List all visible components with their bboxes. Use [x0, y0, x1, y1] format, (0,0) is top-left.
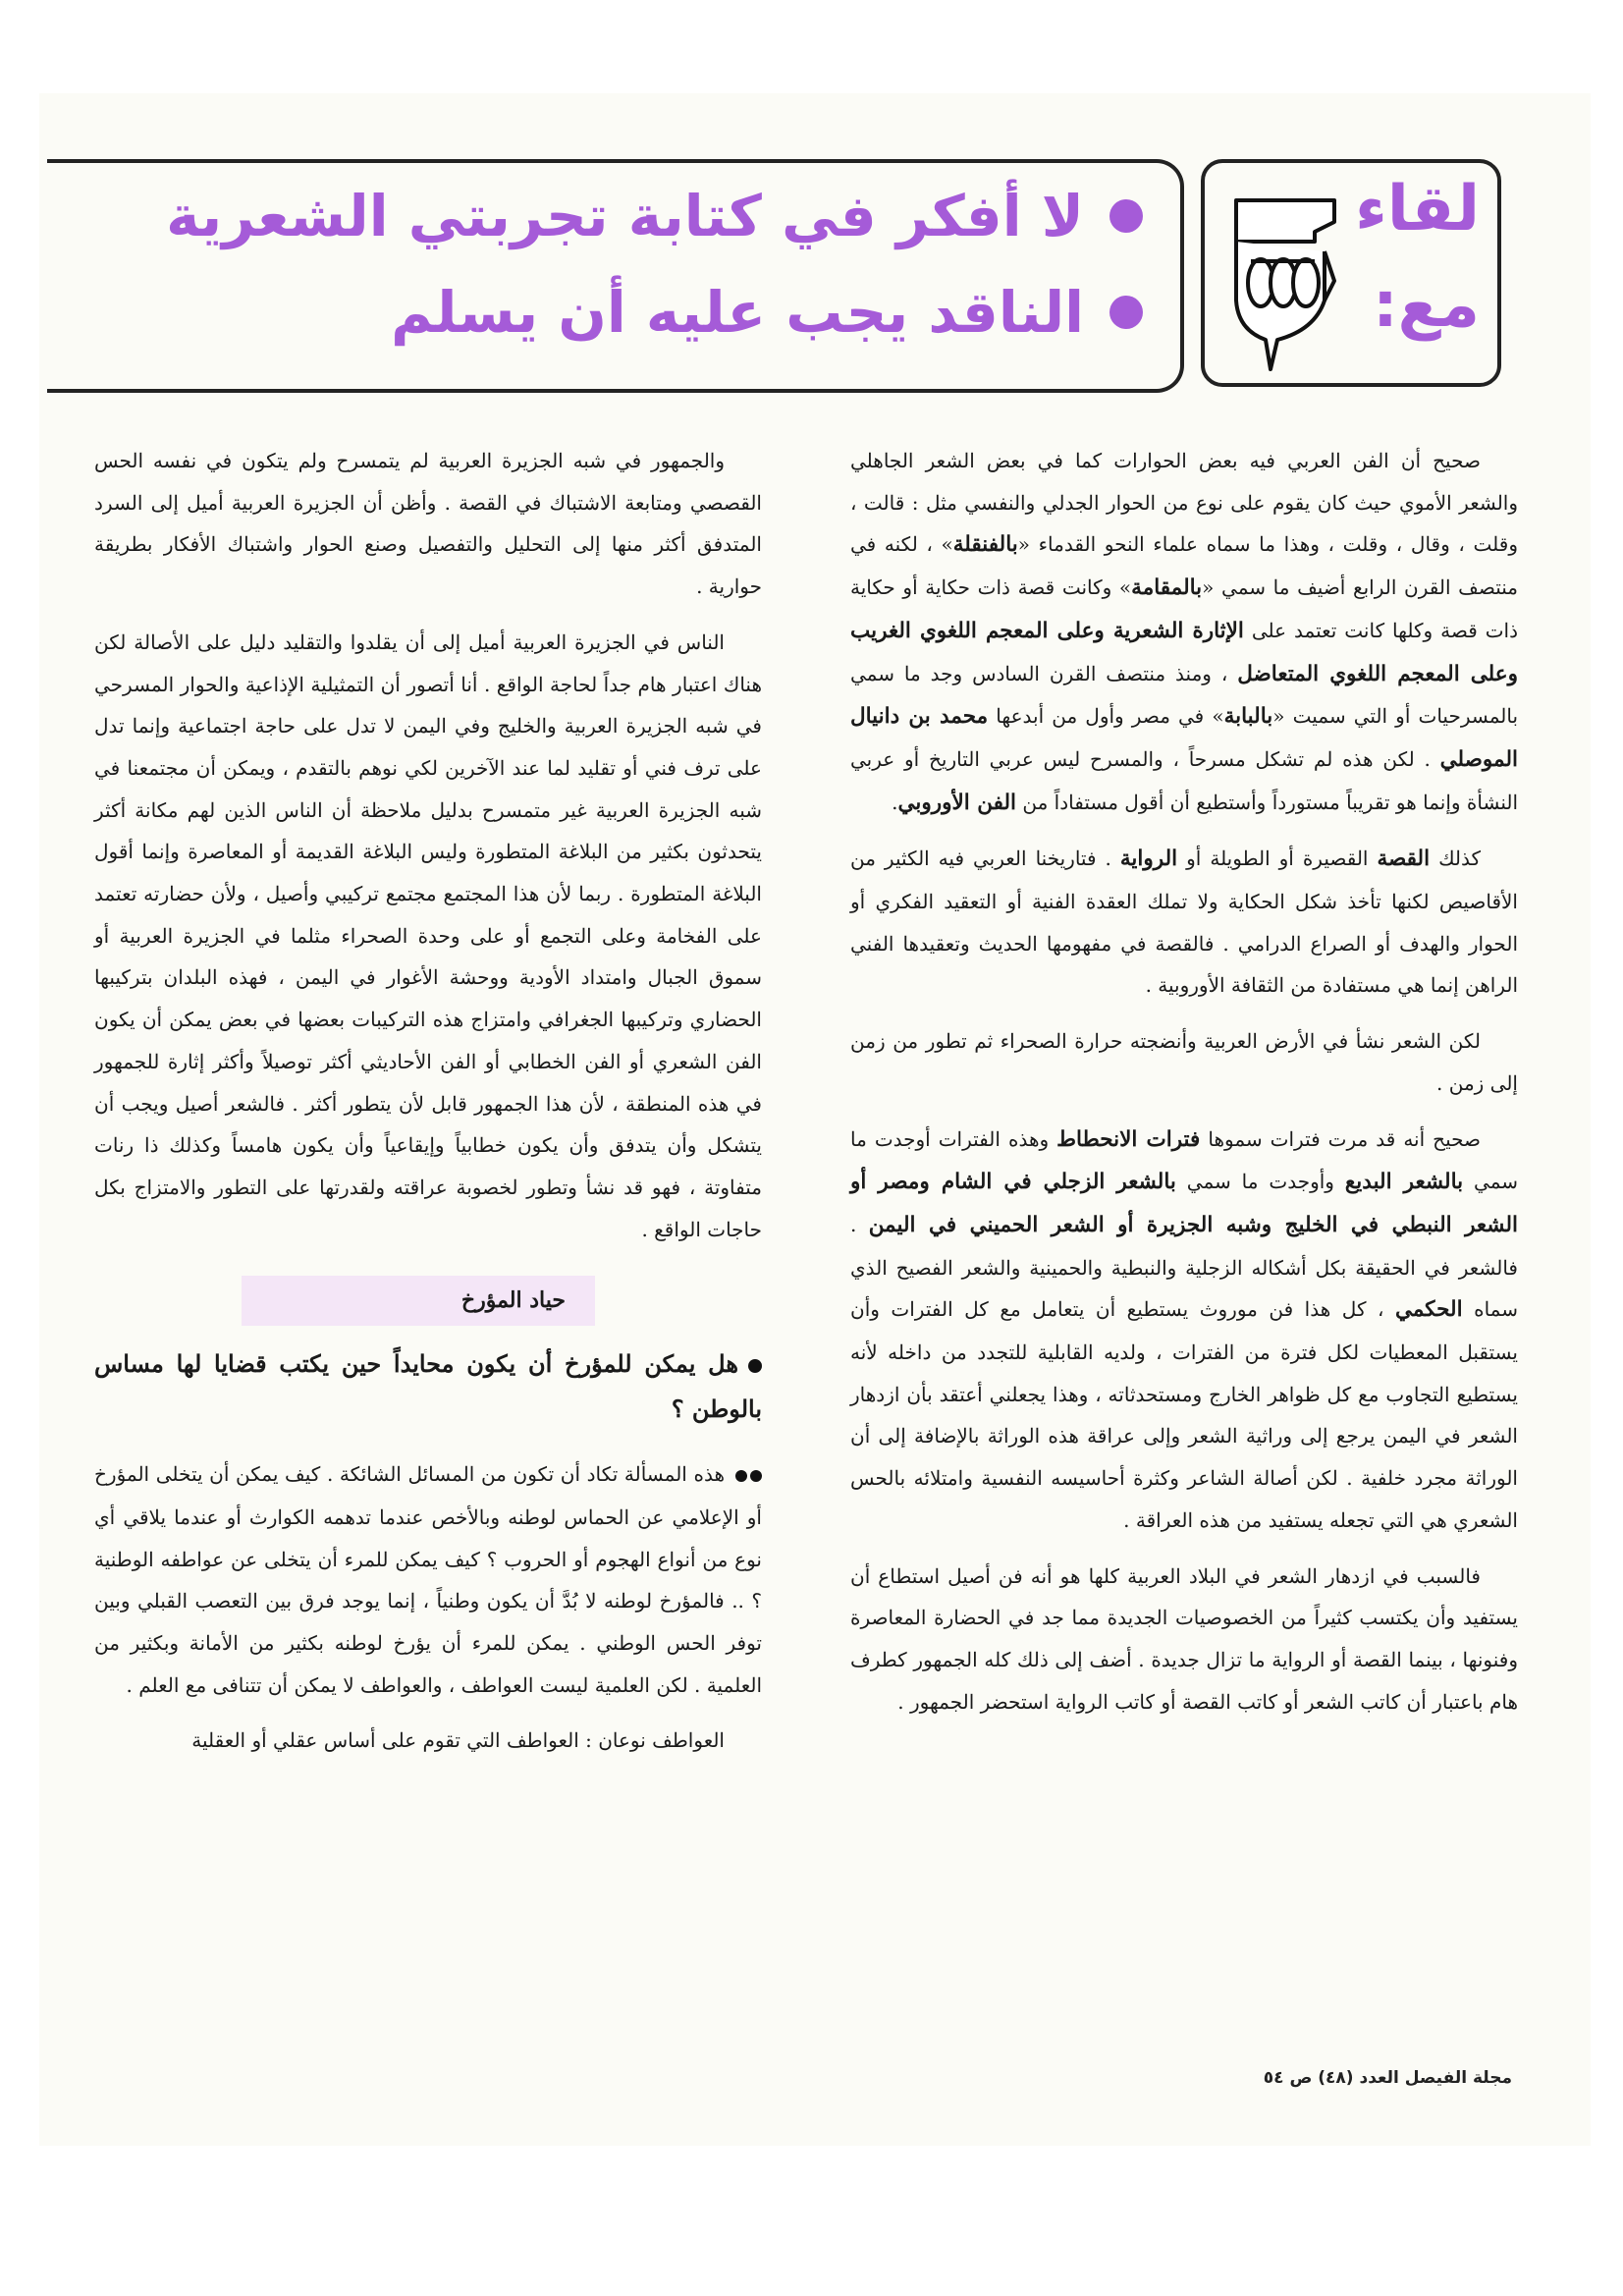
title-line-1 — [166, 183, 1143, 249]
interview-logo — [1201, 159, 1501, 387]
paragraph: والجمهور في شبه الجزيرة العربية لم يتمسرح ولم يتكون في نفسه الحس القصصي ومتابعة الاشتباك في القصة . وأظن أن الجزيرة العربية أميل إلى السرد المتدفق أكثر منها إلى التحليل والتفصيل وصنع الحوار واشتباك الأفكار بطريقة حوارية . — [94, 449, 762, 599]
paragraph: صحيح أن الفن العربي فيه بعض الحوارات كما في بعض الشعر الجاهلي والشعر الأموي حيث كان يقوم على نوع من الحوار الجدلي والنفسي مثل : قالت ، وقلت ، وقال ، وقلت ، وهذا ما سماه علماء النحو القدماء «بالفنقلة» ، لكنه في منتصف القرن الرابع أضيف ما سمي «بالمقامة» وكانت قصة ذات حكاية أو حكاية ذات قصة وكلها كانت تعتمد على الإثارة الشعرية وعلى المعجم اللغوي الغريب وعلى المعجم اللغوي المتعاضل ، ومنذ منتصف القرن السادس وجد ما سمي بالمسرحيات أو التي سميت «بالبابة» في مصر وأول من أبدعها محمد بن دانيال الموصلي . لكن هذه لم تشكل مسرحاً ، والمسرح ليس عربي التاريخ أو عربي النشأة وإنما هو تقريباً مستورداً وأستطيع أن أقول مستفاداً من الفن الأوروبي. — [850, 449, 1519, 815]
interview-question: هل يمكن للمؤرخ أن يكون محايداً حين يكتب قضايا لها مساس بالوطن ؟ — [94, 1349, 762, 1424]
paragraph: لكن الشعر نشأ في الأرض العربية وأنضجته حرارة الصحراء ثم تطور من زمن إلى زمن . — [850, 1029, 1518, 1095]
paragraph: العواطف نوعان : العواطف التي تقوم على أساس عقلي أو العقلية — [191, 1728, 725, 1753]
paragraph: صحيح أنه قد مرت فترات سموها فترات الانحطاط وهذه الفترات أوجدت ما سمي بالشعر البديع وأوجدت ما سمي بالشعر الزجلي في الشام ومصر أو الشعر النبطي في الخليج وشبه الجزيرة أو الشعر الحميني في اليمن . فالشعر في الحقيقة بكل أشكاله الزجلية والنبطية والحمينية والشعر الفصيح الذي سماه الحكمي ، كل هذا فن موروث يستطيع أن يتعامل مع كل الفترات وأن يستقبل المعطيات لكل فترة من الفترات ، ولديه القابلية للتجدد من داخله لأنه يستطيع التجاوب مع كل ظواهر الخارج ومستحدثاته ، وهذا يجعلني أعتقد بأن ازدهار الشعر في اليمن يرجع إلى وراثية الشعر وإلى عراقة هذه الوراثة بالإضافة إلى أن الوراثة مجرد خلفية . لكن أصالة الشاعر وكثرة أحاسيسه النفسية وامتلائه بالحس الشعري هي التي تجعله يستفيد من هذه العراقة . — [850, 1126, 1519, 1532]
title-line-2 — [391, 279, 1143, 346]
pen-hand-icon — [1217, 192, 1344, 374]
paragraph: فالسبب في ازدهار الشعر في البلاد العربية كلها هو أنه فن أصيل استطاع أن يستفيد وأن يكتسب كثيراً من الخصوصيات الجديدة مما جد في الحضارة المعاصرة وفنونها ، بينما القصة أو الرواية ما تزال جديدة . أضف إلى ذلك كله الجمهور كطرف هام باعتبار أن كاتب الشعر أو كاتب القصة أو كاتب الرواية استحضر الجمهور . — [850, 1563, 1519, 1714]
title-text-1: لا أفكر في كتابة تجربتي الشعرية — [166, 183, 1084, 249]
paragraph: الناس في الجزيرة العربية أميل إلى أن يقلدوا والتقليد دليل على الأصالة لكن هناك اعتبار هام جداً لحاجة الواقع . أنا أتصور أن التمثيلية الإذاعية والحوار المسرحي في شبه الجزيرة العربية والخليج وفي اليمن لا تدل على حاجة اجتماعية وإنما تدل على ترف فني أو تقليد لما عند الآخرين لكي نوهم بالتقدم ، ويمكن أن مجتمعنا في شبه الجزيرة العربية غير متمسرح بدليل ملاحظة أن الناس الذين لهم مكانة أكثر يتحدثون بكثير من البلاغة المتطورة وليس البلاغة القديمة أو المعاصرة وإنما أقول البلاغة المتطورة . ربما لأن هذا المجتمع مجتمع تركيبي وأصيل ، ولأن حضارته تعتمد على الفخامة وعلى التجمع أو على وحدة الصحراء مثلما في الجزيرة العربية أو سموق الجبال وامتداد الأودية ووحشة الأغوار في اليمن ، فهذه البلدان بتركيبها الحضاري وتركيبها الجغرافي وامتزاج هذه التركيبات بعضها في بعض يمكن أن يكون الفن الشعري أو الفن الخطابي أو الفن الأحاديثي أكثر توصيلاً وأكثر إثارة للجمهور في هذه المنطقة ، لأن هذا الجمهور قابل لأن يتطور أكثر . فالشعر أصيل ويجب أن يتشكل وأن يتدفق وأن يكون خطابياً وإيقاعياً وأن يكون هامساً وكذلك ذا رنات متفاوتة ، فهو قد نشأ وتطور لخصوبة عراقته ولقدرتها على التطور والامتزاج بكل حاجات الواقع . — [94, 629, 762, 1241]
logo-word-maa: مع: — [1373, 269, 1480, 342]
section-heading: حياد المؤرخ — [242, 1276, 595, 1326]
paragraph: كذلك القصة القصيرة أو الطويلة أو الرواية . فتاريخنا العربي فيه الكثير من الأقاصيص لكنها تأخذ شكل الحكاية ولا تملك العقدة الفنية أو التعقيد الفكري أو الحوار والهدف أو الصراع الدرامي . فالقصة في مفهومها الحديث وتعقيدها الفني الراهن إنما هي مستفادة من الثقافة الأوروبية . — [850, 847, 1518, 998]
right-column — [850, 440, 1518, 1736]
question-bullet-icon — [748, 1359, 762, 1373]
section-heading-wrap — [94, 1276, 762, 1326]
left-column — [94, 440, 762, 1776]
title-text-2: الناقد يجب عليه أن يسلم — [391, 279, 1084, 346]
page-footer: مجلة الفيصل العدد (٤٨) ص ٥٤ — [1263, 2068, 1512, 2088]
logo-word-liqaa: لقاء — [1355, 173, 1480, 246]
bullet-icon — [1109, 199, 1143, 233]
title-box — [47, 159, 1184, 393]
bullet-icon — [1109, 296, 1143, 329]
interview-answer: هذه المسألة تكاد أن تكون من المسائل الشائكة . كيف يمكن أن يتخلى المؤرخ أو الإعلامي عن الحماس لوطنه وبالأخص عندما تدهمه الكوارث أو عندما يلاقي أي نوع من أنواع الهجوم أو الحروب ؟ كيف يمكن للمرء أن يتخلى عن عواطفه الوطنية ؟ .. فالمؤرخ لوطنه لا بُدَّ أن يكون وطنياً ، إنما يوجد فرق بين التعصب القبلي وبين توفر الحس الوطني . يمكن للمرء أن يؤرخ لوطنه بكثير من الأمانة وبكثير من العلمية . لكن العلمية ليست العواطف ، والعواطف لا يمكن أن تتنافى مع العلم . — [94, 1453, 762, 1706]
answer-bullets-icon — [732, 1454, 762, 1497]
